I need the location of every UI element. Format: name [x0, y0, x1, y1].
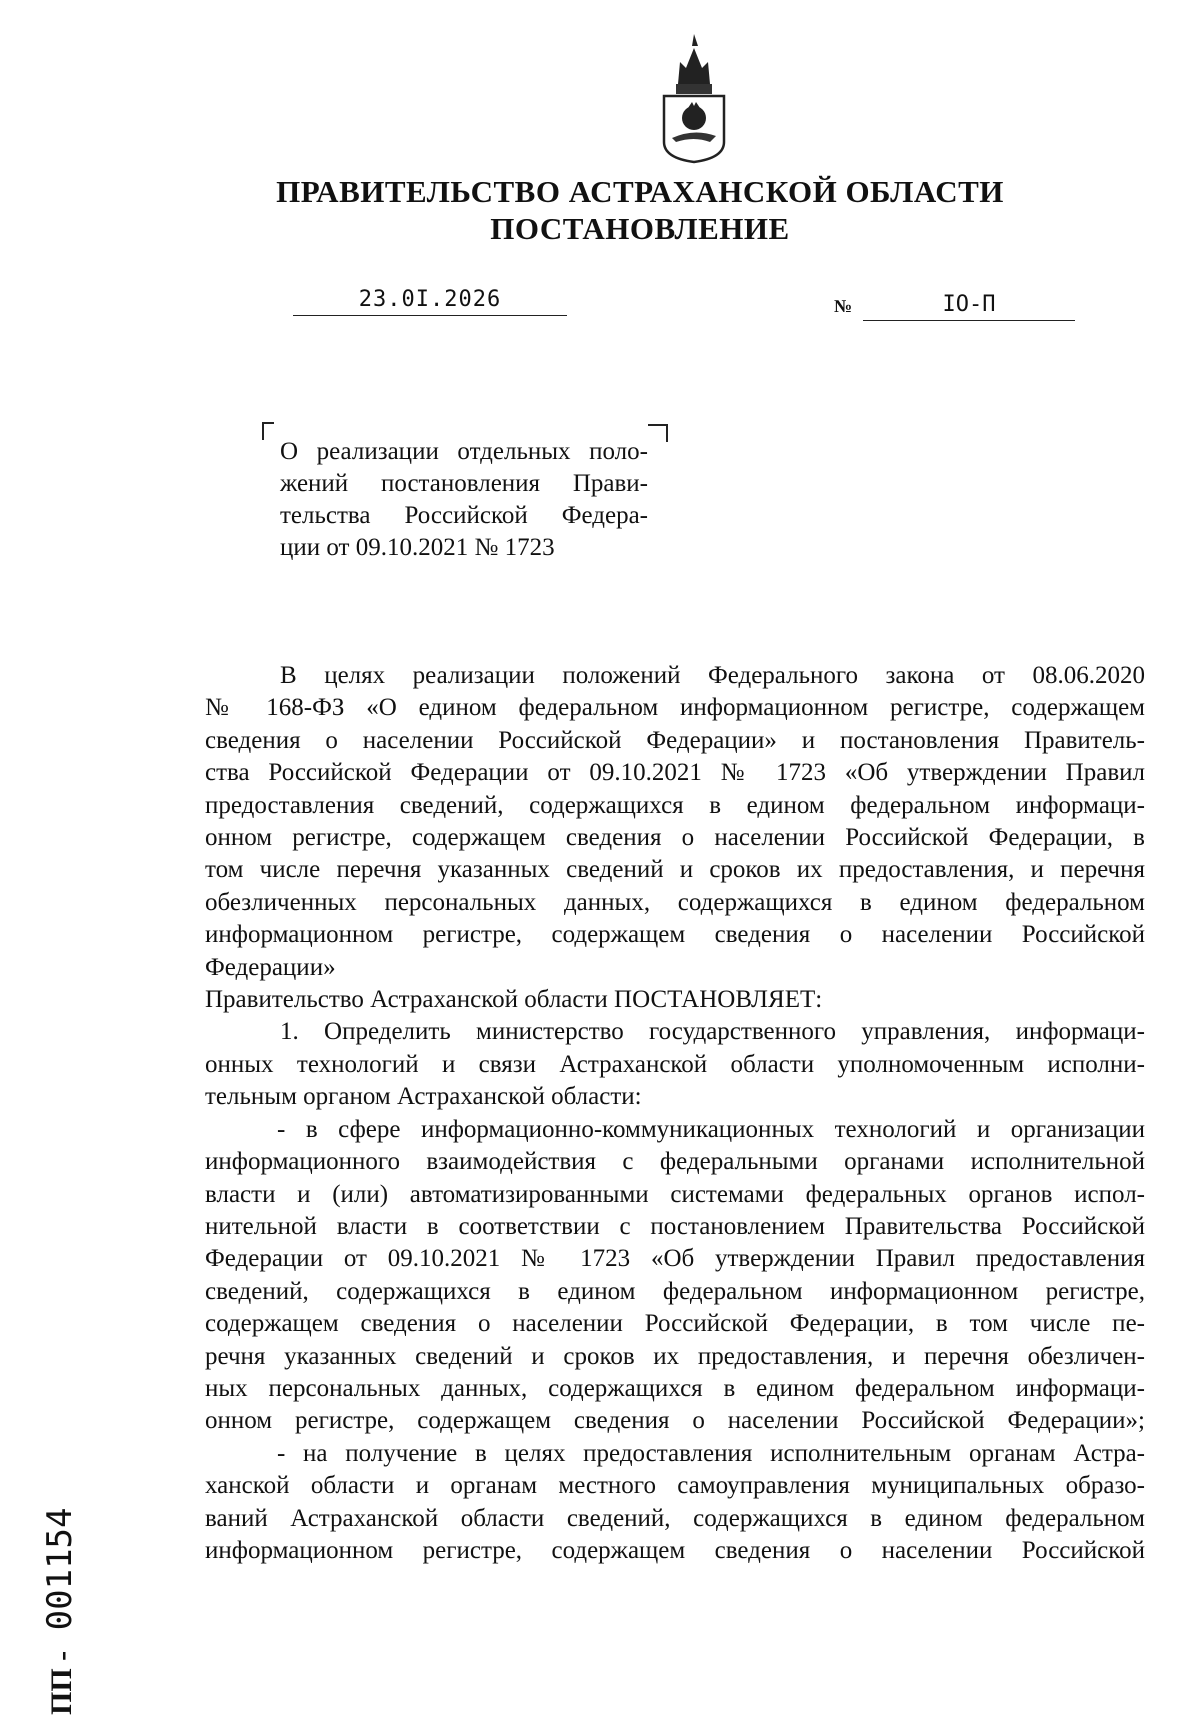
- subject-line: О реализации отдельных поло-: [280, 438, 648, 465]
- side-stamp-number: 001154: [40, 1507, 80, 1631]
- subject-line: тельства Российской Федера-: [280, 502, 648, 529]
- body-line: информационном регистре, содержащем сведения о населении Российской: [205, 921, 1145, 949]
- body-line: - в сфере информационно-коммуникационных технологий и организации: [277, 1115, 1145, 1143]
- body-line: содержащем сведения о населении Российской Федерации, в том числе пе-: [205, 1310, 1145, 1338]
- body-line: ханской области и органам местного самоуправления муниципальных образо-: [205, 1472, 1145, 1500]
- body-line: онных технологий и связи Астраханской области уполномоченным исполни-: [205, 1050, 1145, 1078]
- body-line: - на получение в целях предоставления исполнительным органам Астра-: [277, 1439, 1145, 1467]
- document-number: IO-П: [863, 290, 1075, 321]
- body-line: Федерации от 09.10.2021 № 1723 «Об утверждении Правил предоставления: [205, 1245, 1145, 1273]
- body-line: информационного взаимодействия с федеральными органами исполнительной: [205, 1148, 1145, 1176]
- number-label: №: [834, 296, 853, 316]
- body-line: онном регистре, содержащем сведения о населении Российской Федерации, в: [205, 824, 1145, 852]
- body-line: власти и (или) автоматизированными системами федеральных органов испол-: [205, 1180, 1145, 1208]
- body-line: ваний Астраханской области сведений, содержащихся в едином федеральном: [205, 1504, 1145, 1532]
- subject-bracket-right: [648, 424, 668, 442]
- document-date: 23.0I.2026: [293, 285, 567, 316]
- body-line: предоставления сведений, содержащихся в едином федеральном информаци-: [205, 791, 1145, 819]
- subject-line: ции от 09.10.2021 № 1723: [280, 534, 555, 561]
- resolution-line: Правительство Астраханской области ПОСТАНОВЛЯЕТ:: [205, 986, 823, 1014]
- subject-bracket-left: [262, 422, 274, 440]
- document-subject: [280, 436, 648, 564]
- body-line: тельным органом Астраханской области:: [205, 1083, 642, 1111]
- body-line: нительной власти в соответствии с постановлением Правительства Российской: [205, 1212, 1145, 1240]
- body-line: 1. Определить министерство государственного управления, информаци-: [280, 1018, 1145, 1046]
- document-type: ПОСТАНОВЛЕНИЕ: [490, 211, 790, 246]
- body-line: онном регистре, содержащем сведения о населении Российской Федерации»;: [205, 1407, 1145, 1435]
- astrakhan-coat-of-arms-icon: [654, 32, 734, 164]
- document-body: [205, 660, 1145, 1567]
- body-line: № 168-ФЗ «О едином федеральном информационном регистре, содержащем: [205, 694, 1145, 722]
- body-line: информационном регистре, содержащем сведения о населении Российской: [205, 1536, 1145, 1564]
- body-line: обезличенных персональных данных, содержащихся в едином федеральном: [205, 888, 1145, 916]
- side-stamp: [40, 1508, 80, 1715]
- body-line: сведений, содержащихся в едином федеральном информационном регистре,: [205, 1277, 1145, 1305]
- body-line: В целях реализации положений Федерального закона от 08.06.2020: [280, 662, 1145, 689]
- side-stamp-prefix: ПП -: [45, 1650, 78, 1715]
- body-line: ства Российской Федерации от 09.10.2021 № 1723 «Об утверждении Правил: [205, 759, 1145, 787]
- org-title: ПРАВИТЕЛЬСТВО АСТРАХАНСКОЙ ОБЛАСТИ: [276, 174, 1004, 209]
- body-line: ных персональных данных, содержащихся в едином федеральном информаци-: [205, 1374, 1145, 1402]
- body-line: речня указанных сведений и сроков их предоставления, и перечня обезличен-: [205, 1342, 1145, 1370]
- body-line: сведения о населении Российской Федерации» и постановления Правитель-: [205, 726, 1145, 754]
- body-line: Федерации»: [205, 953, 336, 981]
- body-line: том числе перечня указанных сведений и сроков их предоставления, и перечня: [205, 856, 1145, 884]
- subject-line: жений постановления Прави-: [280, 470, 648, 497]
